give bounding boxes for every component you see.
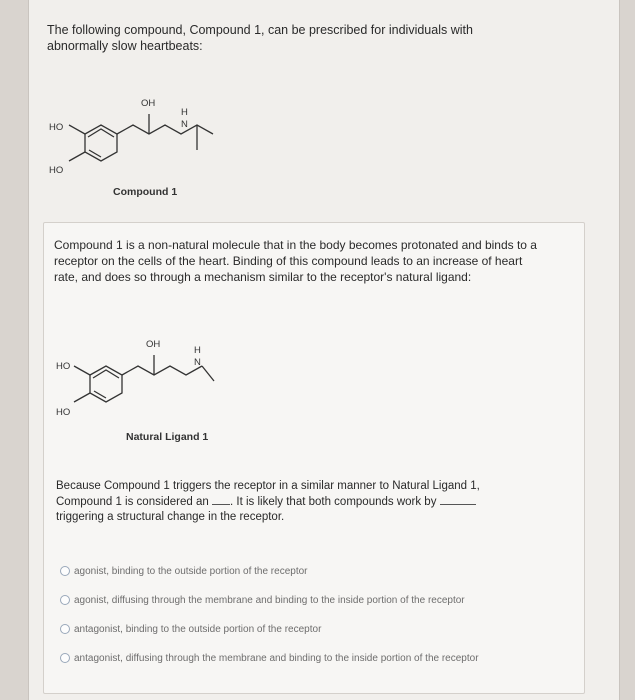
radio-button-icon[interactable] [60, 624, 70, 634]
ligand-1-ho-bottom: HO [56, 407, 71, 418]
option-agonist-outside[interactable] [60, 565, 580, 577]
content-panel [43, 222, 585, 694]
compound-1-ho-bottom: HO [49, 165, 64, 176]
compound-1-n: N [181, 119, 188, 130]
option-label: antagonist, diffusing through the membrane and binding to the inside portion of the receptor [74, 652, 479, 664]
option-agonist-inside[interactable] [60, 594, 580, 606]
intro-text: The following compound, Compound 1, can be prescribed for individuals with abnormally slow heartbeats: [47, 23, 473, 53]
radio-button-icon[interactable] [60, 653, 70, 663]
ligand-1-h: H [194, 345, 201, 356]
answer-options [60, 565, 580, 681]
question-part-1: Because Compound 1 triggers the receptor in a similar manner to Natural Ligand 1, Compound 1 is considered an [56, 480, 480, 508]
ligand-1-n: N [194, 357, 201, 368]
compound-1-structure [29, 80, 269, 190]
paragraph-text: Compound 1 is a non-natural molecule that in the body becomes protonated and binds to a receptor on the cells of the heart. Binding of this compound leads to an increase of heart rate, and does so through a mechanism similar to the receptor's natural ligand: [54, 238, 537, 284]
radio-button-icon[interactable] [60, 566, 70, 576]
question-part-3: triggering a structural change in the receptor. [56, 511, 285, 523]
option-label: antagonist, binding to the outside portion of the receptor [74, 623, 322, 635]
option-antagonist-outside[interactable] [60, 623, 580, 635]
question-page [28, 0, 620, 700]
compound-1-h: H [181, 107, 188, 118]
option-label: agonist, binding to the outside portion of the receptor [74, 565, 308, 577]
compound-1-ho-top: HO [49, 122, 64, 133]
blank-2 [440, 494, 476, 505]
ligand-1-caption: Natural Ligand 1 [126, 431, 209, 443]
ligand-1-ho-top: HO [56, 361, 71, 372]
option-antagonist-inside[interactable] [60, 652, 580, 664]
blank-1 [212, 494, 230, 505]
question-text [56, 479, 526, 525]
question-part-2: . It is likely that both compounds work by [230, 496, 437, 508]
option-label: agonist, diffusing through the membrane and binding to the inside portion of the receptor [74, 594, 465, 606]
compound-1-oh: OH [141, 98, 156, 109]
ligand-1-structure [44, 325, 264, 435]
radio-button-icon[interactable] [60, 595, 70, 605]
compound-1-caption: Compound 1 [113, 186, 178, 198]
ligand-1-oh: OH [146, 339, 161, 350]
